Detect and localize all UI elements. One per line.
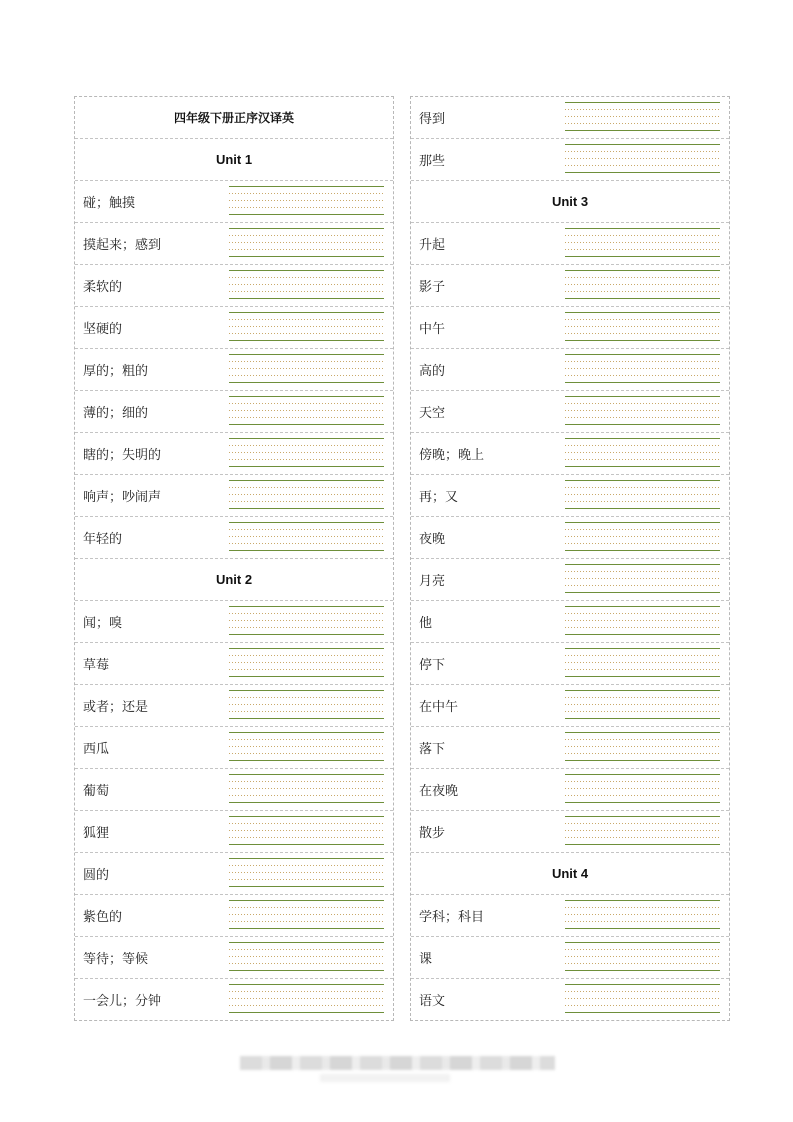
writing-lines-answer-field[interactable] xyxy=(565,312,720,342)
writing-lines-answer-field[interactable] xyxy=(229,858,384,888)
chinese-prompt: 中午 xyxy=(419,322,446,337)
chinese-prompt: 傍晚；晚上 xyxy=(419,448,485,463)
chinese-prompt: 停下 xyxy=(419,658,446,673)
writing-lines-answer-field[interactable] xyxy=(229,606,384,636)
vocab-row xyxy=(411,138,729,180)
writing-lines-answer-field[interactable] xyxy=(565,270,720,300)
page-title: 四年级下册正序汉译英 xyxy=(173,111,294,125)
vocab-row xyxy=(411,768,729,810)
chinese-prompt: 响声；吵闹声 xyxy=(83,490,162,505)
unit-header-unit-2 xyxy=(75,558,393,600)
vocab-row xyxy=(75,684,393,726)
chinese-prompt: 薄的；细的 xyxy=(83,406,149,421)
chinese-prompt: 天空 xyxy=(419,406,446,421)
unit-title: Unit 4 xyxy=(551,866,589,881)
chinese-prompt: 闻；嗅 xyxy=(83,616,123,631)
writing-lines-answer-field[interactable] xyxy=(229,732,384,762)
vocab-row xyxy=(411,264,729,306)
vocab-row xyxy=(411,348,729,390)
writing-lines-answer-field[interactable] xyxy=(565,816,720,846)
writing-lines-answer-field[interactable] xyxy=(565,732,720,762)
chinese-prompt: 影子 xyxy=(419,280,446,295)
chinese-prompt: 夜晚 xyxy=(419,532,446,547)
vocab-row xyxy=(411,936,729,978)
chinese-prompt: 柔软的 xyxy=(83,280,123,295)
chinese-prompt: 等待；等候 xyxy=(83,952,149,967)
writing-lines-answer-field[interactable] xyxy=(565,690,720,720)
chinese-prompt: 葡萄 xyxy=(83,784,110,799)
chinese-prompt: 年轻的 xyxy=(83,532,123,547)
vocab-row xyxy=(411,306,729,348)
writing-lines-answer-field[interactable] xyxy=(565,522,720,552)
writing-lines-answer-field[interactable] xyxy=(229,480,384,510)
chinese-prompt: 学科；科目 xyxy=(419,910,485,925)
chinese-prompt: 升起 xyxy=(419,238,446,253)
chinese-prompt: 那些 xyxy=(419,154,446,169)
chinese-prompt: 摸起来；感到 xyxy=(83,238,162,253)
unit-title: Unit 2 xyxy=(215,572,253,587)
vocab-row xyxy=(75,726,393,768)
writing-lines-answer-field[interactable] xyxy=(565,144,720,174)
vocab-row xyxy=(75,978,393,1020)
vocab-row xyxy=(411,600,729,642)
writing-lines-answer-field[interactable] xyxy=(229,270,384,300)
vocab-row xyxy=(75,810,393,852)
vocab-row xyxy=(75,264,393,306)
writing-lines-answer-field[interactable] xyxy=(229,396,384,426)
vocab-row xyxy=(75,516,393,558)
vocab-row xyxy=(75,852,393,894)
chinese-prompt: 课 xyxy=(419,952,433,967)
chinese-prompt: 草莓 xyxy=(83,658,110,673)
writing-lines-answer-field[interactable] xyxy=(229,984,384,1014)
vocab-row xyxy=(75,894,393,936)
writing-lines-answer-field[interactable] xyxy=(229,648,384,678)
writing-lines-answer-field[interactable] xyxy=(565,354,720,384)
chinese-prompt: 碰；触摸 xyxy=(83,196,136,211)
vocab-row xyxy=(411,726,729,768)
chinese-prompt: 紫色的 xyxy=(83,910,123,925)
vocab-row xyxy=(75,642,393,684)
chinese-prompt: 瞎的；失明的 xyxy=(83,448,162,463)
writing-lines-answer-field[interactable] xyxy=(229,900,384,930)
vocab-row xyxy=(411,516,729,558)
vocab-row xyxy=(75,432,393,474)
vocab-row xyxy=(75,600,393,642)
chinese-prompt: 狐狸 xyxy=(83,826,110,841)
vocab-row xyxy=(411,894,729,936)
chinese-prompt: 月亮 xyxy=(419,574,446,589)
vocab-row xyxy=(411,558,729,600)
chinese-prompt: 或者；还是 xyxy=(83,700,149,715)
writing-lines-answer-field[interactable] xyxy=(229,186,384,216)
vocab-row xyxy=(75,768,393,810)
vocab-row xyxy=(75,306,393,348)
chinese-prompt: 坚硬的 xyxy=(83,322,123,337)
vocab-row xyxy=(411,642,729,684)
writing-lines-answer-field[interactable] xyxy=(229,942,384,972)
chinese-prompt: 在夜晚 xyxy=(419,784,459,799)
chinese-prompt: 高的 xyxy=(419,364,446,379)
writing-lines-answer-field[interactable] xyxy=(565,396,720,426)
vocab-row xyxy=(411,810,729,852)
chinese-prompt: 一会儿；分钟 xyxy=(83,994,162,1009)
blurred-footer-watermark xyxy=(240,1056,555,1070)
chinese-prompt: 再；又 xyxy=(419,490,459,505)
right-worksheet-column xyxy=(410,96,730,1021)
vocab-row xyxy=(75,390,393,432)
writing-lines-answer-field[interactable] xyxy=(565,564,720,594)
chinese-prompt: 散步 xyxy=(419,826,446,841)
blurred-footer-watermark-sub xyxy=(320,1074,450,1082)
chinese-prompt: 得到 xyxy=(419,112,446,127)
vocab-row xyxy=(75,348,393,390)
worksheet-title-row xyxy=(75,97,393,138)
left-worksheet-column xyxy=(74,96,394,1021)
vocab-row xyxy=(75,222,393,264)
writing-lines-answer-field[interactable] xyxy=(565,480,720,510)
writing-lines-answer-field[interactable] xyxy=(565,606,720,636)
writing-lines-answer-field[interactable] xyxy=(229,690,384,720)
chinese-prompt: 厚的；粗的 xyxy=(83,364,149,379)
writing-lines-answer-field[interactable] xyxy=(229,312,384,342)
writing-lines-answer-field[interactable] xyxy=(565,900,720,930)
chinese-prompt: 西瓜 xyxy=(83,742,110,757)
writing-lines-answer-field[interactable] xyxy=(229,354,384,384)
writing-lines-answer-field[interactable] xyxy=(565,228,720,258)
unit-header-unit-1 xyxy=(75,138,393,180)
vocab-row xyxy=(411,684,729,726)
writing-lines-answer-field[interactable] xyxy=(565,648,720,678)
unit-header-unit-3 xyxy=(411,180,729,222)
writing-lines-answer-field[interactable] xyxy=(229,774,384,804)
writing-lines-answer-field[interactable] xyxy=(565,102,720,132)
writing-lines-answer-field[interactable] xyxy=(229,438,384,468)
writing-lines-answer-field[interactable] xyxy=(565,774,720,804)
chinese-prompt: 他 xyxy=(419,616,433,631)
chinese-prompt: 在中午 xyxy=(419,700,459,715)
writing-lines-answer-field[interactable] xyxy=(565,438,720,468)
chinese-prompt: 语文 xyxy=(419,994,446,1009)
vocab-row xyxy=(75,180,393,222)
writing-lines-answer-field[interactable] xyxy=(229,522,384,552)
writing-lines-answer-field[interactable] xyxy=(229,228,384,258)
vocab-row xyxy=(75,936,393,978)
vocab-row xyxy=(411,97,729,138)
writing-lines-answer-field[interactable] xyxy=(229,816,384,846)
unit-header-unit-4 xyxy=(411,852,729,894)
vocab-row xyxy=(411,474,729,516)
chinese-prompt: 落下 xyxy=(419,742,446,757)
vocab-row xyxy=(411,222,729,264)
unit-title: Unit 3 xyxy=(551,194,589,209)
vocab-row xyxy=(411,390,729,432)
unit-title: Unit 1 xyxy=(215,152,253,167)
vocab-row xyxy=(411,978,729,1020)
writing-lines-answer-field[interactable] xyxy=(565,942,720,972)
vocab-row xyxy=(411,432,729,474)
chinese-prompt: 圆的 xyxy=(83,868,110,883)
writing-lines-answer-field[interactable] xyxy=(565,984,720,1014)
vocab-row xyxy=(75,474,393,516)
